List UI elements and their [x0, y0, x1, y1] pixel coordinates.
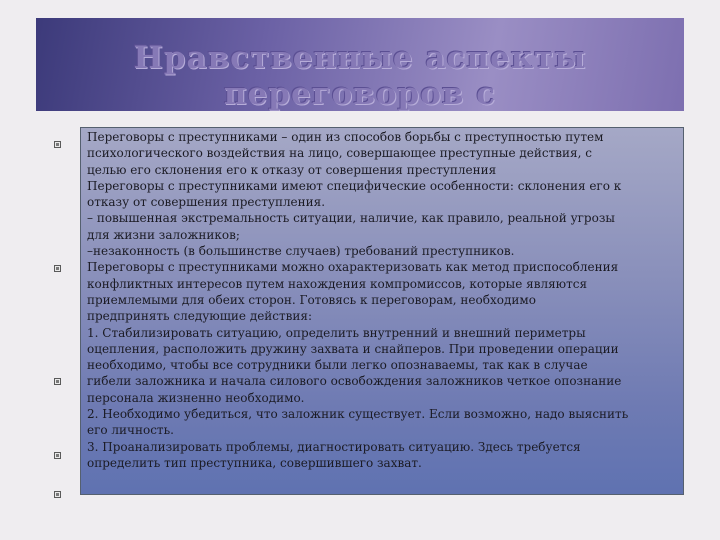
body-line: необходимо, чтобы все сотрудники были легко опознаваемы, так как в случае — [87, 358, 588, 373]
body-line: 3. Проанализировать проблемы, диагностировать ситуацию. Здесь требуется — [87, 439, 581, 454]
body-line: отказу от совершения преступления. — [87, 195, 326, 210]
body-line: Переговоры с преступниками можно охарактеризовать как метод приспособления — [87, 260, 619, 275]
body-line: Переговоры с преступниками имеют специфические особенности: склонения его к — [87, 178, 622, 193]
body-line: гибели заложника и начала силового освобождения заложников четкое опознание — [87, 374, 622, 389]
body-line: – повышенная экстремальность ситуации, наличие, как правило, реальной угрозы — [87, 211, 615, 226]
slide-title-line-1: Нравственные аспекты переговоров с — [133, 40, 587, 111]
body-line: для жизни заложников; — [87, 227, 240, 242]
body-line: 2. Необходимо убедиться, что заложник существует. Если возможно, надо выяснить — [87, 407, 629, 422]
body-line: предпринять следующие действия: — [87, 309, 313, 324]
body-line: конфликтных интересов путем нахождения компромиссов, которые являются — [87, 276, 588, 291]
body-line: –незаконность (в большинстве случаев) требований преступников. — [87, 244, 515, 259]
body-line: Переговоры с преступниками – один из способов борьбы с преступностью путем — [87, 130, 604, 144]
body-line: приемлемыми для обеих сторон. Готовясь к переговорам, необходимо — [87, 292, 536, 307]
bullet-icon — [54, 491, 61, 498]
bullet-icon — [54, 141, 61, 148]
slide-title — [36, 40, 684, 111]
body-line: психологического воздействия на лицо, совершающее преступные действия, с — [87, 146, 592, 161]
body-line: определить тип преступника, совершившего захват. — [87, 455, 422, 470]
bullet-icon — [54, 378, 61, 385]
title-banner — [36, 18, 684, 111]
bullet-icon — [54, 265, 61, 272]
body-line: целью его склонения его к отказу от совершения преступления — [87, 162, 497, 177]
slide-body — [87, 129, 687, 471]
body-line: персонала жизненно необходимо. — [87, 390, 305, 405]
body-line: оцепления, расположить дружину захвата и снайперов. При проведении операции — [87, 341, 619, 356]
bullet-icon — [54, 452, 61, 459]
body-line: 1. Стабилизировать ситуацию, определить внутренний и внешний периметры — [87, 325, 586, 340]
body-line: его личность. — [87, 423, 174, 438]
